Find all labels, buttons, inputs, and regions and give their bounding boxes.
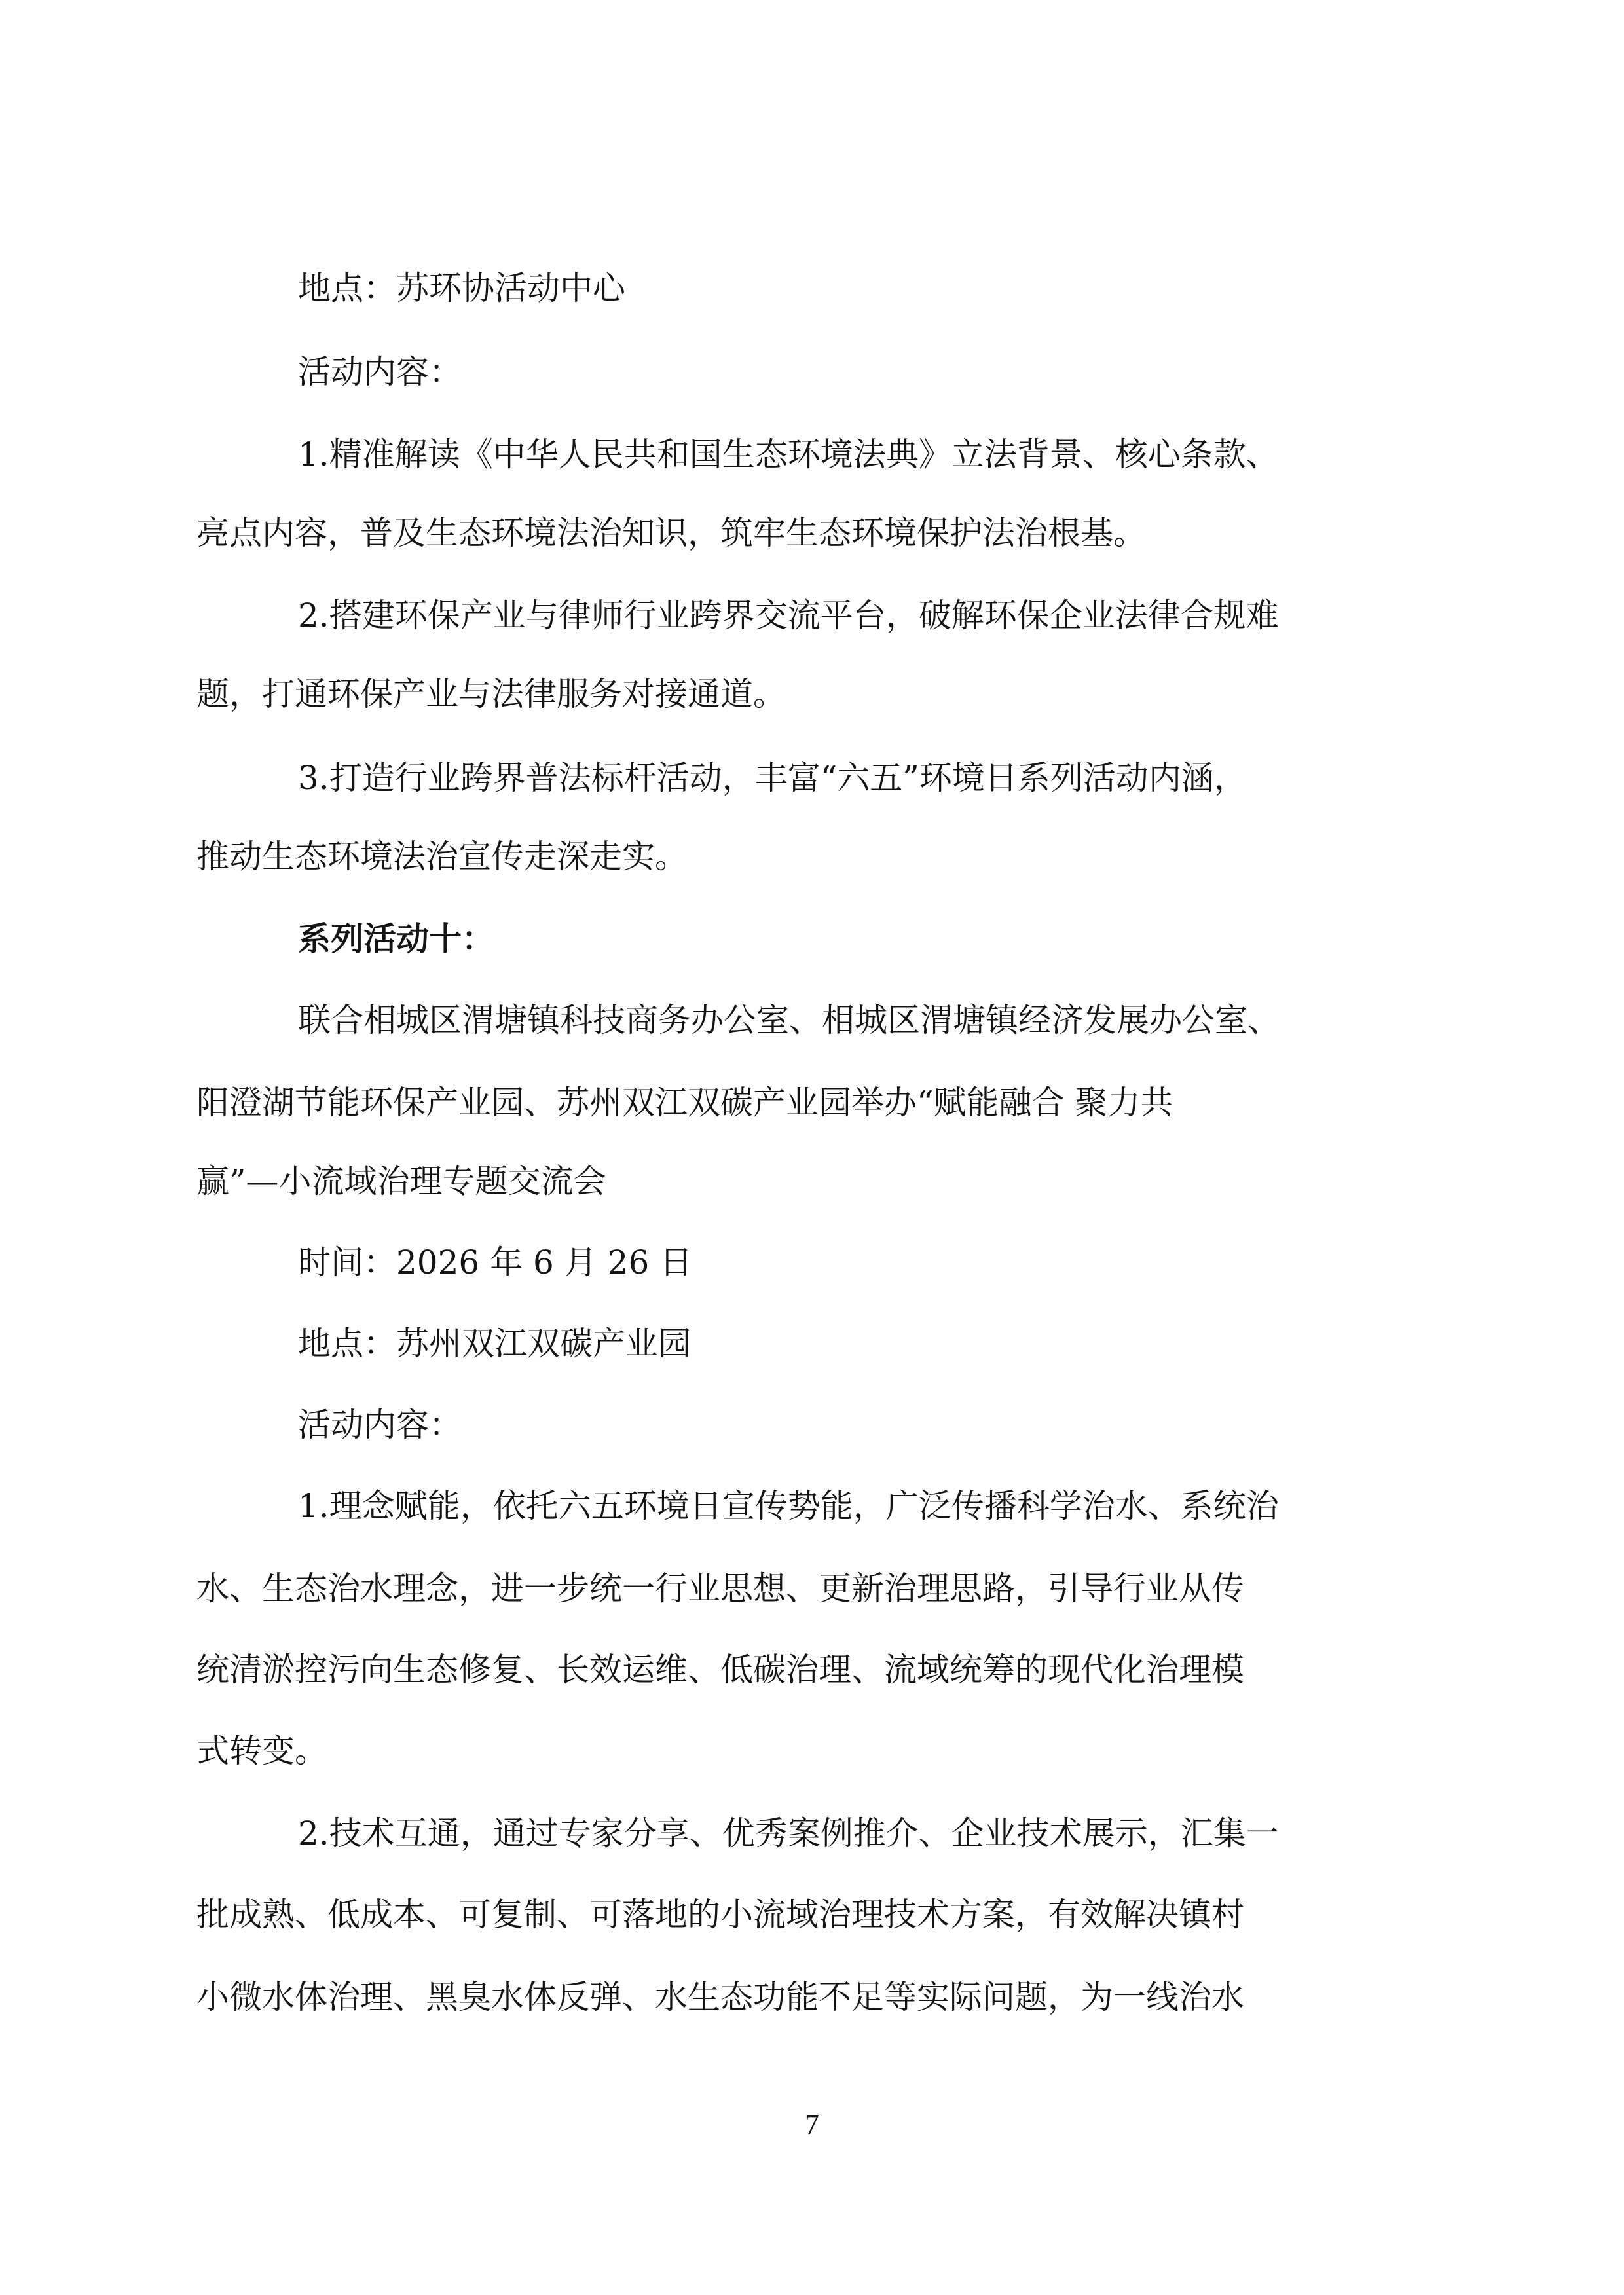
content-item-2-line-1: 2.搭建环保产业与律师行业跨界交流平台，破解环保企业法律合规难 xyxy=(298,597,1279,634)
content-item-5-line-1: 2.技术互通，通过专家分享、优秀案例推介、企业技术展示，汇集一 xyxy=(298,1814,1279,1852)
series-activity-ten-heading: 系列活动十： xyxy=(298,920,494,958)
content-item-1-line-2: 亮点内容，普及生态环境法治知识，筑牢生态环境保护法治根基。 xyxy=(196,514,1146,552)
content-item-1-line-1: 1.精准解读《中华人民共和国生态环境法典》立法背景、核心条款、 xyxy=(298,435,1279,473)
activity-content-label-1: 活动内容： xyxy=(298,353,462,391)
content-item-4-line-1: 1.理念赋能，依托六五环境日宣传势能，广泛传播科学治水、系统治 xyxy=(298,1487,1279,1525)
content-item-5-line-2: 批成熟、低成本、可复制、可落地的小流域治理技术方案，有效解决镇村 xyxy=(196,1896,1244,1934)
content-item-5-line-3: 小微水体治理、黑臭水体反弹、水生态功能不足等实际问题，为一线治水 xyxy=(196,1978,1244,2016)
content-item-3-line-1: 3.打造行业跨界普法标杆活动，丰富“六五”环境日系列活动内涵， xyxy=(298,759,1247,797)
event-description-line-2: 阳澄湖节能环保产业园、苏州双江双碳产业园举办“赋能融合 聚力共 xyxy=(196,1084,1173,1122)
content-item-3-line-2: 推动生态环境法治宣传走深走实。 xyxy=(196,837,688,875)
content-item-4-line-3: 统清淤控污向生态修复、长效运维、低碳治理、流域统筹的现代化治理模 xyxy=(196,1651,1244,1689)
page-number: 7 xyxy=(805,2108,819,2140)
event-description-line-3: 赢”—小流域治理专题交流会 xyxy=(196,1162,606,1200)
time-line: 时间：2026 年 6 月 26 日 xyxy=(298,1243,693,1281)
content-item-4-line-4: 式转变。 xyxy=(196,1732,327,1770)
content-item-4-line-2: 水、生态治水理念，进一步统一行业思想、更新治理思路，引导行业从传 xyxy=(196,1570,1244,1607)
location-line-1: 地点：苏环协活动中心 xyxy=(298,269,625,307)
content-item-2-line-2: 题，打通环保产业与法律服务对接通道。 xyxy=(196,675,786,713)
event-description-line-1: 联合相城区渭塘镇科技商务办公室、相城区渭塘镇经济发展办公室、 xyxy=(298,1001,1280,1039)
activity-content-label-2: 活动内容： xyxy=(298,1406,462,1444)
location-line-2: 地点：苏州双江双碳产业园 xyxy=(298,1325,691,1363)
